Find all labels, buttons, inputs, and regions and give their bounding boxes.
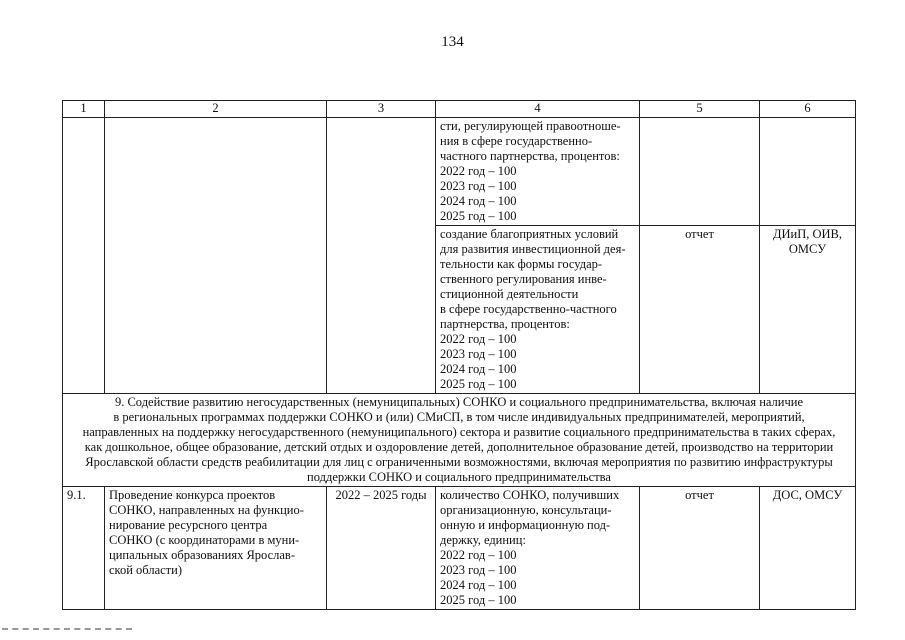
indicator-cell: количество СОНКО, получивших организационную, консультаци- онную и информационную под- держку, единиц: 2022 год – 100 2023 год – 100 2024 год – 100 2025 год – 100 [436, 487, 640, 610]
section-heading-row [63, 394, 856, 487]
header-cell: 2 [105, 101, 327, 118]
empty-cell [640, 118, 760, 226]
section-9-heading: 9. Содействие развитию негосударственных (немуниципальных) СОНКО и социального предпринимательства, включая наличие в региональных программах поддержки СОНКО и (или) СМиСП, в том числе индивидуальных предпринимателей, мероприятий, направленных на поддержку негосударственного (немуниципального) сектора и развитие социального предпринимательства в таких сферах, как дошкольное, общее образование, детский отдых и оздоровление детей, дополнительное образование детей, производство на территории Ярославской области средств реабилитации для лиц с ограниченными возможностями, включая мероприятия по развитию инфраструктуры поддержки СОНКО и социального предпринимательства [63, 394, 856, 487]
indicator-cell: создание благоприятных условий для развития инвестиционной дея- тельности как формы государ- ственного регулирования инве- стиционной деятельности в сфере государственно-частного партнерства, процентов: 2022 год – 100 2023 год – 100 2024 год – 100 2025 год – 100 [436, 226, 640, 394]
page-number: 134 [441, 34, 464, 50]
table-row [63, 487, 856, 610]
empty-cell [63, 118, 105, 394]
empty-cell [327, 118, 436, 394]
scan-edge-mark [2, 628, 132, 630]
header-cell: 4 [436, 101, 640, 118]
header-cell: 6 [760, 101, 856, 118]
period-cell: 2022 – 2025 годы [327, 487, 436, 610]
row-number-cell: 9.1. [63, 487, 105, 610]
indicator-cell: сти, регулирующей правоотноше- ния в сфере государственно- частного партнерства, процентов: 2022 год – 100 2023 год – 100 2024 год – 100 2025 год – 100 [436, 118, 640, 226]
report-form-cell: отчет [640, 226, 760, 394]
table-row [63, 118, 856, 226]
empty-cell [105, 118, 327, 394]
header-cell: 5 [640, 101, 760, 118]
executor-cell: ДОС, ОМСУ [760, 487, 856, 610]
header-cell: 1 [63, 101, 105, 118]
measure-cell: Проведение конкурса проектов СОНКО, направленных на функцио- нирование ресурсного центра СОНКО (с координаторами в муни- ципальных образованиях Ярослав- ской области) [105, 487, 327, 610]
header-cell: 3 [327, 101, 436, 118]
report-form-cell: отчет [640, 487, 760, 610]
empty-cell [760, 118, 856, 226]
table-header-row [63, 101, 856, 118]
executor-cell: ДИиП, ОИВ, ОМСУ [760, 226, 856, 394]
measures-table [62, 100, 856, 610]
